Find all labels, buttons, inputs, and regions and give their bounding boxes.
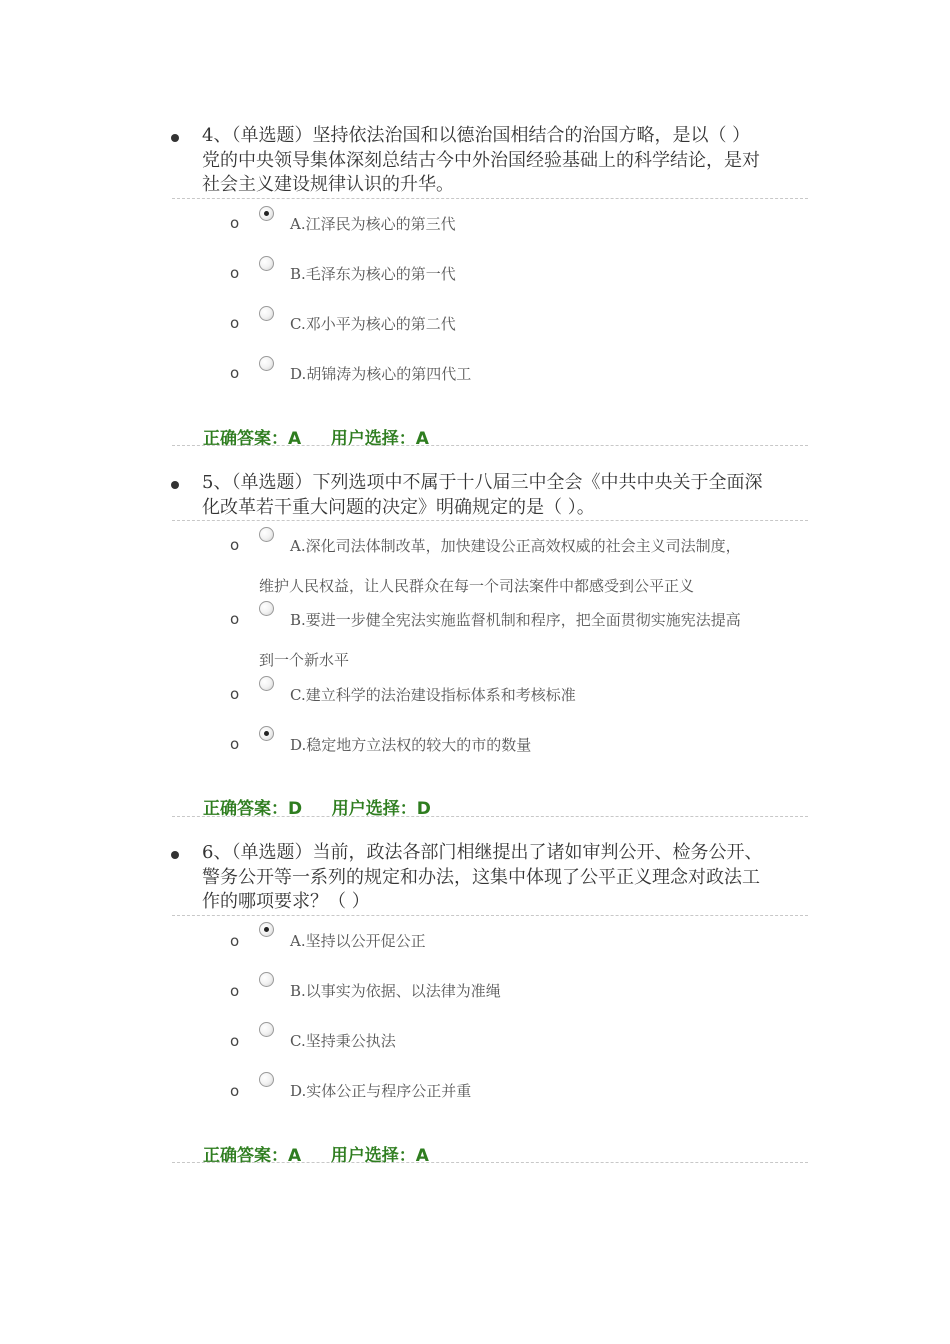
question-text (202, 471, 812, 520)
radio-option-d[interactable] (259, 726, 274, 741)
dashed-divider (172, 445, 808, 446)
option-marker: o (230, 932, 240, 950)
question-line: 5、（单选题）下列选项中不属于十八届三中全会《中共中央关于全面深 (202, 472, 763, 493)
question-line: 党的中央领导集体深刻总结古今中外治国经验基础上的科学结论，是对 (202, 149, 760, 171)
question-text (202, 841, 812, 915)
option-d-label[interactable]: D.稳定地方立法权的较大的市的数量 (290, 736, 532, 754)
radio-option-c[interactable] (259, 676, 274, 691)
option-marker: o (230, 314, 240, 332)
option-b-label[interactable]: B.以事实为依据、以法律为准绳 (290, 982, 501, 1000)
option-d-label[interactable]: D.胡锦涛为核心的第四代工 (290, 365, 472, 383)
radio-option-b[interactable] (259, 601, 274, 616)
dashed-divider (172, 915, 808, 916)
dashed-divider (172, 816, 808, 817)
option-marker: o (230, 264, 240, 282)
option-a-label[interactable]: A.深化司法体制改革，加快建设公正高效权威的社会主义司法制度， (290, 537, 741, 555)
dashed-divider (172, 1162, 808, 1163)
answer-line: 正确答案：A 用户选择：A (203, 429, 429, 449)
bullet-icon (171, 134, 179, 142)
radio-option-d[interactable] (259, 356, 274, 371)
option-a-label[interactable]: A.坚持以公开促公正 (290, 932, 426, 950)
bullet-icon (171, 481, 179, 489)
answer-line: 正确答案：D 用户选择：D (203, 799, 431, 819)
option-b-label[interactable]: B.要进一步健全宪法实施监督机制和程序，把全面贯彻实施宪法提高 (290, 611, 741, 629)
option-b-label-cont[interactable]: 到一个新水平 (259, 651, 350, 669)
radio-option-b[interactable] (259, 256, 274, 271)
option-marker: o (230, 735, 240, 753)
option-a-label[interactable]: A.江泽民为核心的第三代 (290, 215, 456, 233)
option-marker: o (230, 536, 240, 554)
option-a-label-cont[interactable]: 维护人民权益，让人民群众在每一个司法案件中都感受到公平正义 (259, 577, 695, 595)
question-line: 作的哪项要求？（ ） (202, 891, 370, 912)
option-marker: o (230, 1082, 240, 1100)
question-line: 4、（单选题）坚持依法治国和以德治国相结合的治国方略，是以（ ） (202, 125, 751, 146)
answer-line: 正确答案：A 用户选择：A (203, 1146, 429, 1166)
option-marker: o (230, 610, 240, 628)
radio-option-d[interactable] (259, 1072, 274, 1087)
dashed-divider (172, 198, 808, 199)
radio-option-b[interactable] (259, 972, 274, 987)
radio-option-c[interactable] (259, 1022, 274, 1037)
option-marker: o (230, 685, 240, 703)
radio-option-a[interactable] (259, 206, 274, 221)
radio-option-c[interactable] (259, 306, 274, 321)
question-line: 化改革若干重大问题的决定》明确规定的是（ ）。 (202, 496, 595, 518)
option-marker: o (230, 1032, 240, 1050)
option-c-label[interactable]: C.建立科学的法治建设指标体系和考核标准 (290, 686, 576, 704)
bullet-icon (171, 851, 179, 859)
dashed-divider (172, 520, 808, 521)
radio-option-a[interactable] (259, 922, 274, 937)
option-d-label[interactable]: D.实体公正与程序公正并重 (290, 1082, 472, 1100)
option-c-label[interactable]: C.邓小平为核心的第二代 (290, 315, 456, 333)
radio-option-a[interactable] (259, 527, 274, 542)
option-marker: o (230, 214, 240, 232)
option-marker: o (230, 364, 240, 382)
question-text (202, 124, 812, 198)
question-line: 警务公开等一系列的规定和办法，这集中体现了公平正义理念对政法工 (202, 866, 760, 888)
question-line: 社会主义建设规律认识的升华。 (202, 174, 454, 195)
question-line: 6、（单选题）当前，政法各部门相继提出了诸如审判公开、检务公开、 (202, 842, 763, 863)
option-b-label[interactable]: B.毛泽东为核心的第一代 (290, 265, 456, 283)
option-marker: o (230, 982, 240, 1000)
option-c-label[interactable]: C.坚持秉公执法 (290, 1032, 396, 1050)
